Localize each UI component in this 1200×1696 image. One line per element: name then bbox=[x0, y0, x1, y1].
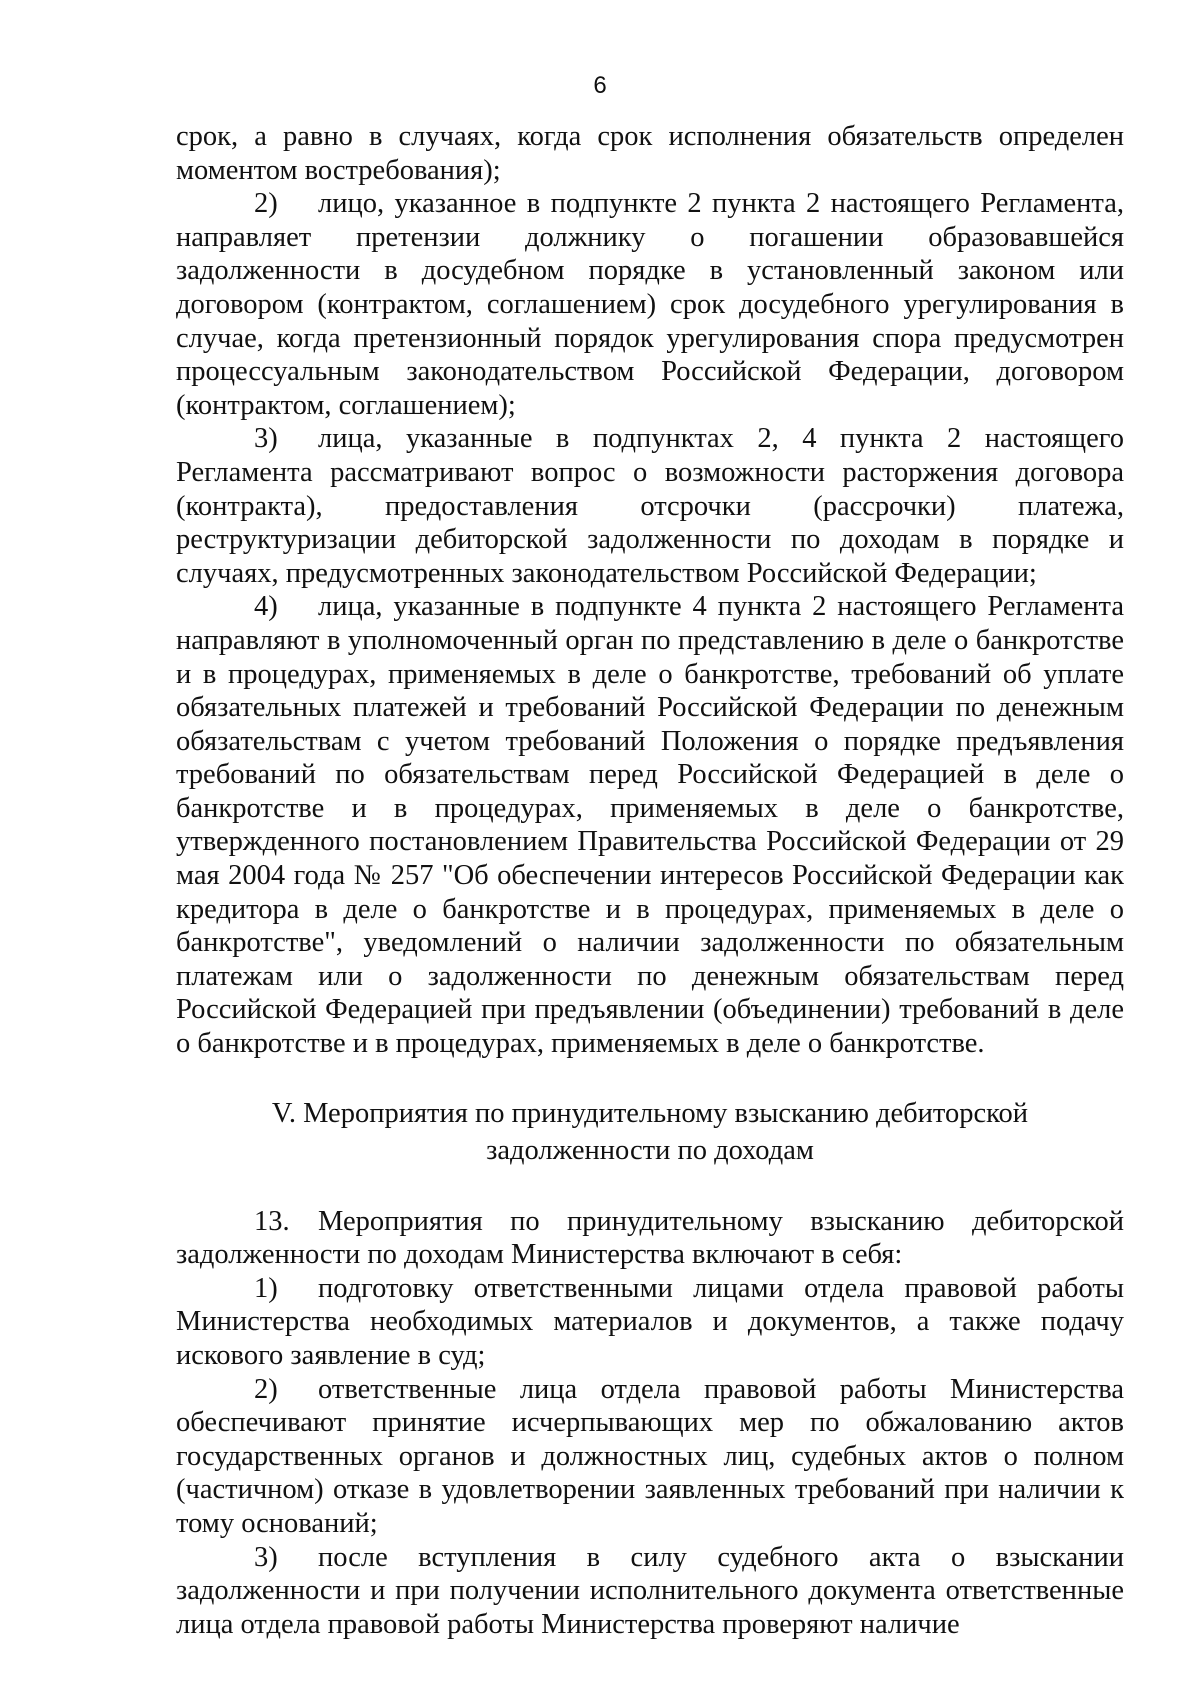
paragraph-text: срок, а равно в случаях, когда срок исполнения обязательств определен моментом востребования); bbox=[176, 121, 1124, 186]
paragraph-continuation bbox=[176, 120, 1124, 187]
clause-paragraph bbox=[176, 1205, 1124, 1272]
list-item bbox=[176, 1541, 1124, 1642]
list-item-text: лица, указанные в подпункте 4 пункта 2 настоящего Регламента направляют в уполномоченный орган по представлению в деле о банкротстве и в процедурах, применяемых в деле о банкротстве, требований об уплате обязательных платежей и требований Российской Федерации по денежным обязательствам с учетом требований Положения о порядке предъявления требований по обязательствам перед Российской Федерацией в деле о банкротстве и в процедурах, применяемых в деле о банкротстве, утвержденного постановлением Правительства Российской Федерации от 29 мая 2004 года № 257 "Об обеспечении интересов Российской Федерации как кредитора в деле о банкротстве и в процедурах, применяемых в деле о банкротстве", уведомлений о наличии задолженности по обязательным платежам или о задолженности по денежным обязательствам перед Российской Федерацией при предъявлении (объединении) требований в деле о банкротстве и в процедурах, применяемых в деле о банкротстве. bbox=[176, 591, 1124, 1060]
section-heading-line-1: V. Мероприятия по принудительному взысканию дебиторской bbox=[271, 1097, 1029, 1129]
list-item bbox=[176, 187, 1124, 422]
list-item bbox=[176, 590, 1124, 1060]
document-body bbox=[176, 120, 1124, 1641]
clause-text: Мероприятия по принудительному взысканию дебиторской задолженности по доходам Министерства включают в себя: bbox=[176, 1205, 1124, 1271]
list-item-number: 1) bbox=[254, 1272, 278, 1304]
section-heading bbox=[176, 1095, 1124, 1169]
list-item-text: после вступления в силу судебного акта о взыскании задолженности и при получении исполнительного документа ответственные лица отдела правовой работы Министерства проверяют наличие bbox=[176, 1541, 1124, 1640]
list-item-number: 2) bbox=[254, 188, 278, 220]
page-number: 6 bbox=[593, 72, 607, 99]
list-item bbox=[176, 422, 1124, 590]
list-item bbox=[176, 1373, 1124, 1541]
list-item-number: 3) bbox=[254, 423, 278, 455]
list-item-text: подготовку ответственными лицами отдела правовой работы Министерства необходимых материалов и документов, а также подачу искового заявление в суд; bbox=[176, 1272, 1124, 1371]
clause-number: 13. bbox=[254, 1205, 290, 1237]
list-item bbox=[176, 1272, 1124, 1373]
list-item-text: лицо, указанное в подпункте 2 пункта 2 настоящего Регламента, направляет претензии должнику о погашении образовавшейся задолженности в досудебном порядке в установленный законом или договором (контрактом, соглашением) срок досудебного урегулирования в случае, когда претензионный порядок урегулирования спора предусмотрен процессуальным законодательством Российской Федерации, договором (контрактом, соглашением); bbox=[176, 188, 1124, 421]
list-item-text: ответственные лица отдела правовой работы Министерства обеспечивают принятие исчерпывающих мер по обжалованию актов государственных органов и должностных лиц, судебных актов о полном (частичном) отказе в удовлетворении заявленных требований при наличии к тому оснований; bbox=[176, 1373, 1124, 1539]
list-item-number: 4) bbox=[254, 591, 278, 623]
section-heading-line-2: задолженности по доходам bbox=[486, 1134, 814, 1166]
list-item-number: 2) bbox=[254, 1373, 278, 1405]
list-item-number: 3) bbox=[254, 1541, 278, 1573]
list-item-text: лица, указанные в подпунктах 2, 4 пункта 2 настоящего Регламента рассматривают вопрос о возможности расторжения договора (контракта), предоставления отсрочки (рассрочки) платежа, реструктуризации дебиторской задолженности по доходам в порядке и случаях, предусмотренных законодательством Российской Федерации; bbox=[176, 423, 1124, 589]
